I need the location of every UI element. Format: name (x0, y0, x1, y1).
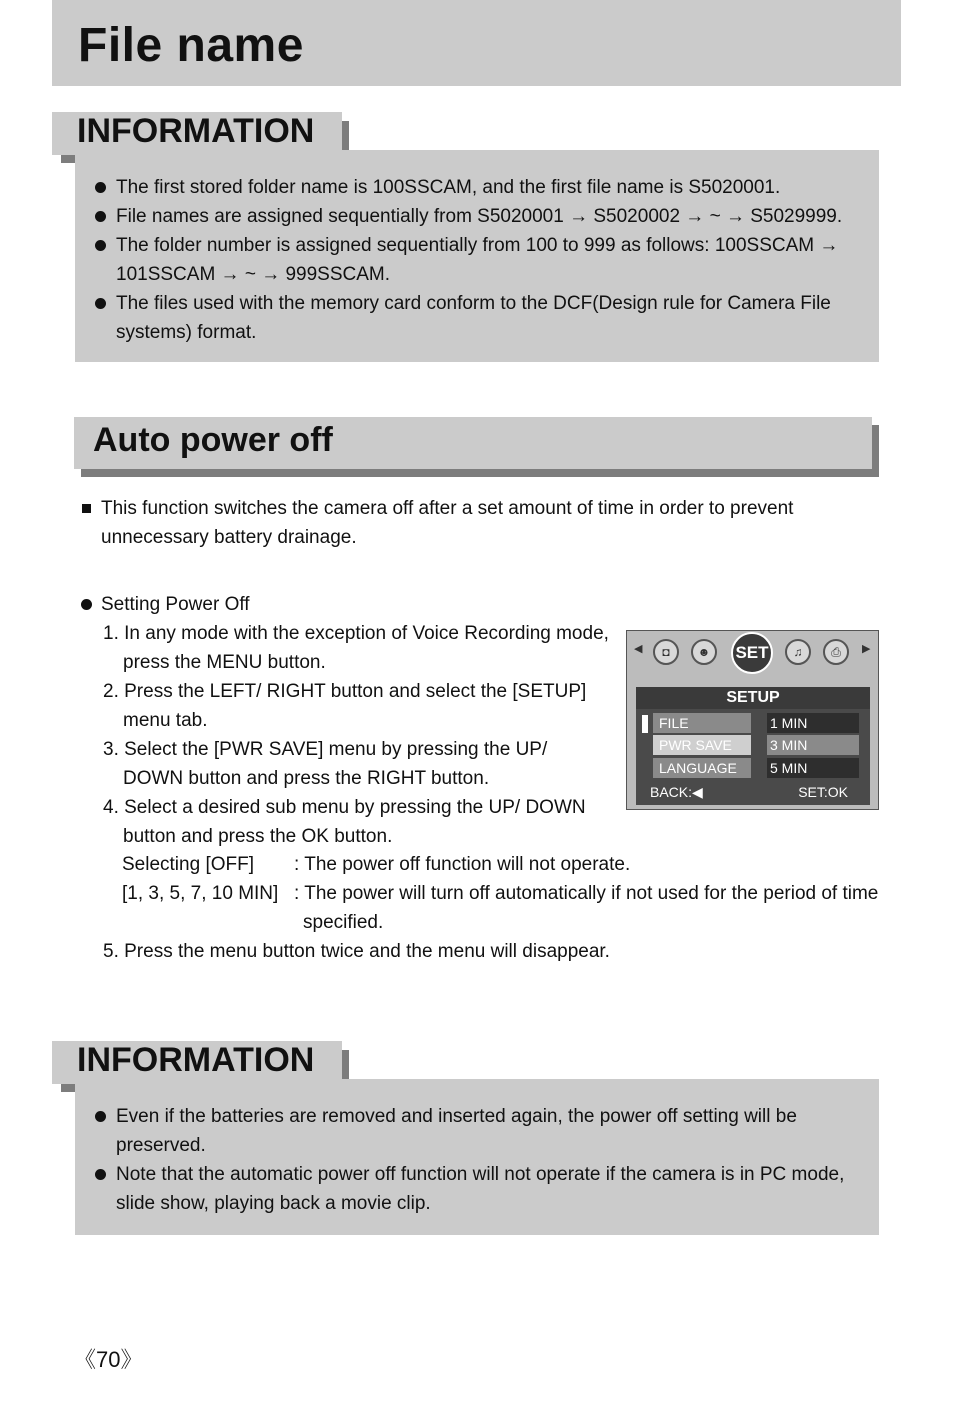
setting-heading: Setting Power Off (101, 594, 250, 615)
info-title: INFORMATION (77, 112, 315, 150)
page-number: 《70》 (74, 1347, 143, 1372)
square-bullet-icon (82, 504, 91, 513)
option-min-desc: : The power will turn off automatically if not used for the period of time (294, 883, 879, 904)
list-item-cont: slide show, playing back a movie clip. (116, 1193, 431, 1214)
step-5: 5. Press the menu button twice and the menu will disappear. (103, 941, 610, 962)
option-off-label: Selecting [OFF] (122, 854, 254, 875)
step-line: DOWN button and press the RIGHT button. (123, 768, 490, 789)
person-icon: ☻ (691, 639, 717, 665)
menu-item-file: FILE (653, 713, 751, 733)
section-title: Auto power off (93, 421, 333, 459)
bullet-icon (95, 240, 106, 251)
page-title: File name (78, 19, 304, 72)
option-min-desc-2: specified. (303, 912, 384, 933)
bullet-icon (95, 1169, 106, 1180)
setup-menu-header: SETUP (636, 687, 870, 709)
list-item-cont: 101SSCAM → ~ → 999SSCAM. (116, 264, 391, 285)
list-item: The folder number is assigned sequentially from 100 to 999 as follows: 100SSCAM → (75, 231, 875, 260)
lcd-footer (650, 781, 860, 803)
list-item: Note that the automatic power off function will not operate if the camera is in PC mode, (75, 1160, 875, 1189)
left-arrow-icon: ◀ (634, 643, 643, 655)
sound-icon: ♫ (785, 639, 811, 665)
step-line: 4. Select a desired sub menu by pressing the UP/ DOWN (103, 797, 586, 818)
bullet-icon (95, 298, 106, 309)
list-item: The first stored folder name is 100SSCAM, and the first file name is S5020001. (75, 173, 875, 202)
bullet-icon (81, 599, 92, 610)
camera-setting-icon: ◘ (653, 639, 679, 665)
camera-lcd-screen (626, 630, 879, 810)
print-icon: ⎙ (823, 639, 849, 665)
right-arrow-icon: ▶ (862, 643, 871, 655)
ok-label: SET:OK (798, 784, 848, 800)
back-label: BACK:◀ (650, 784, 703, 800)
step-line: button and press the OK button. (123, 826, 393, 847)
setup-tab-icon: SET (731, 632, 773, 674)
setup-menu-panel (636, 687, 870, 805)
bullet-icon (95, 182, 106, 193)
info-title: INFORMATION (77, 1041, 315, 1079)
intro-line-1: This function switches the camera off after a set amount of time in order to prevent (101, 498, 794, 519)
info-bullet-list (75, 1102, 875, 1218)
scroll-indicator (642, 715, 648, 733)
list-item: File names are assigned sequentially from S5020001 → S5020002 → ~ → S5029999. (75, 202, 875, 231)
sub-item-1min: 1 MIN (767, 713, 859, 733)
list-item: Even if the batteries are removed and inserted again, the power off setting will be (75, 1102, 875, 1131)
list-item-cont: systems) format. (116, 322, 257, 343)
step-line: menu tab. (123, 710, 208, 731)
step-line: press the MENU button. (123, 652, 326, 673)
list-item-cont: preserved. (116, 1135, 206, 1156)
intro-line-2: unnecessary battery drainage. (101, 527, 357, 548)
step-line: 3. Select the [PWR SAVE] menu by pressing the UP/ (103, 739, 548, 760)
option-min-label: [1, 3, 5, 7, 10 MIN] (122, 883, 279, 904)
sub-item-3min: 3 MIN (767, 735, 859, 755)
option-off-desc: : The power off function will not operate. (294, 854, 631, 875)
sub-item-5min: 5 MIN (767, 758, 859, 778)
info-bullet-list (75, 173, 875, 347)
menu-item-language: LANGUAGE (653, 758, 751, 778)
list-item: The files used with the memory card conform to the DCF(Design rule for Camera File (75, 289, 875, 318)
step-line: 1. In any mode with the exception of Voice Recording mode, (103, 623, 609, 644)
menu-item-pwr-save: PWR SAVE (653, 735, 751, 755)
bullet-icon (95, 211, 106, 222)
bullet-icon (95, 1111, 106, 1122)
step-line: 2. Press the LEFT/ RIGHT button and select the [SETUP] (103, 681, 587, 702)
